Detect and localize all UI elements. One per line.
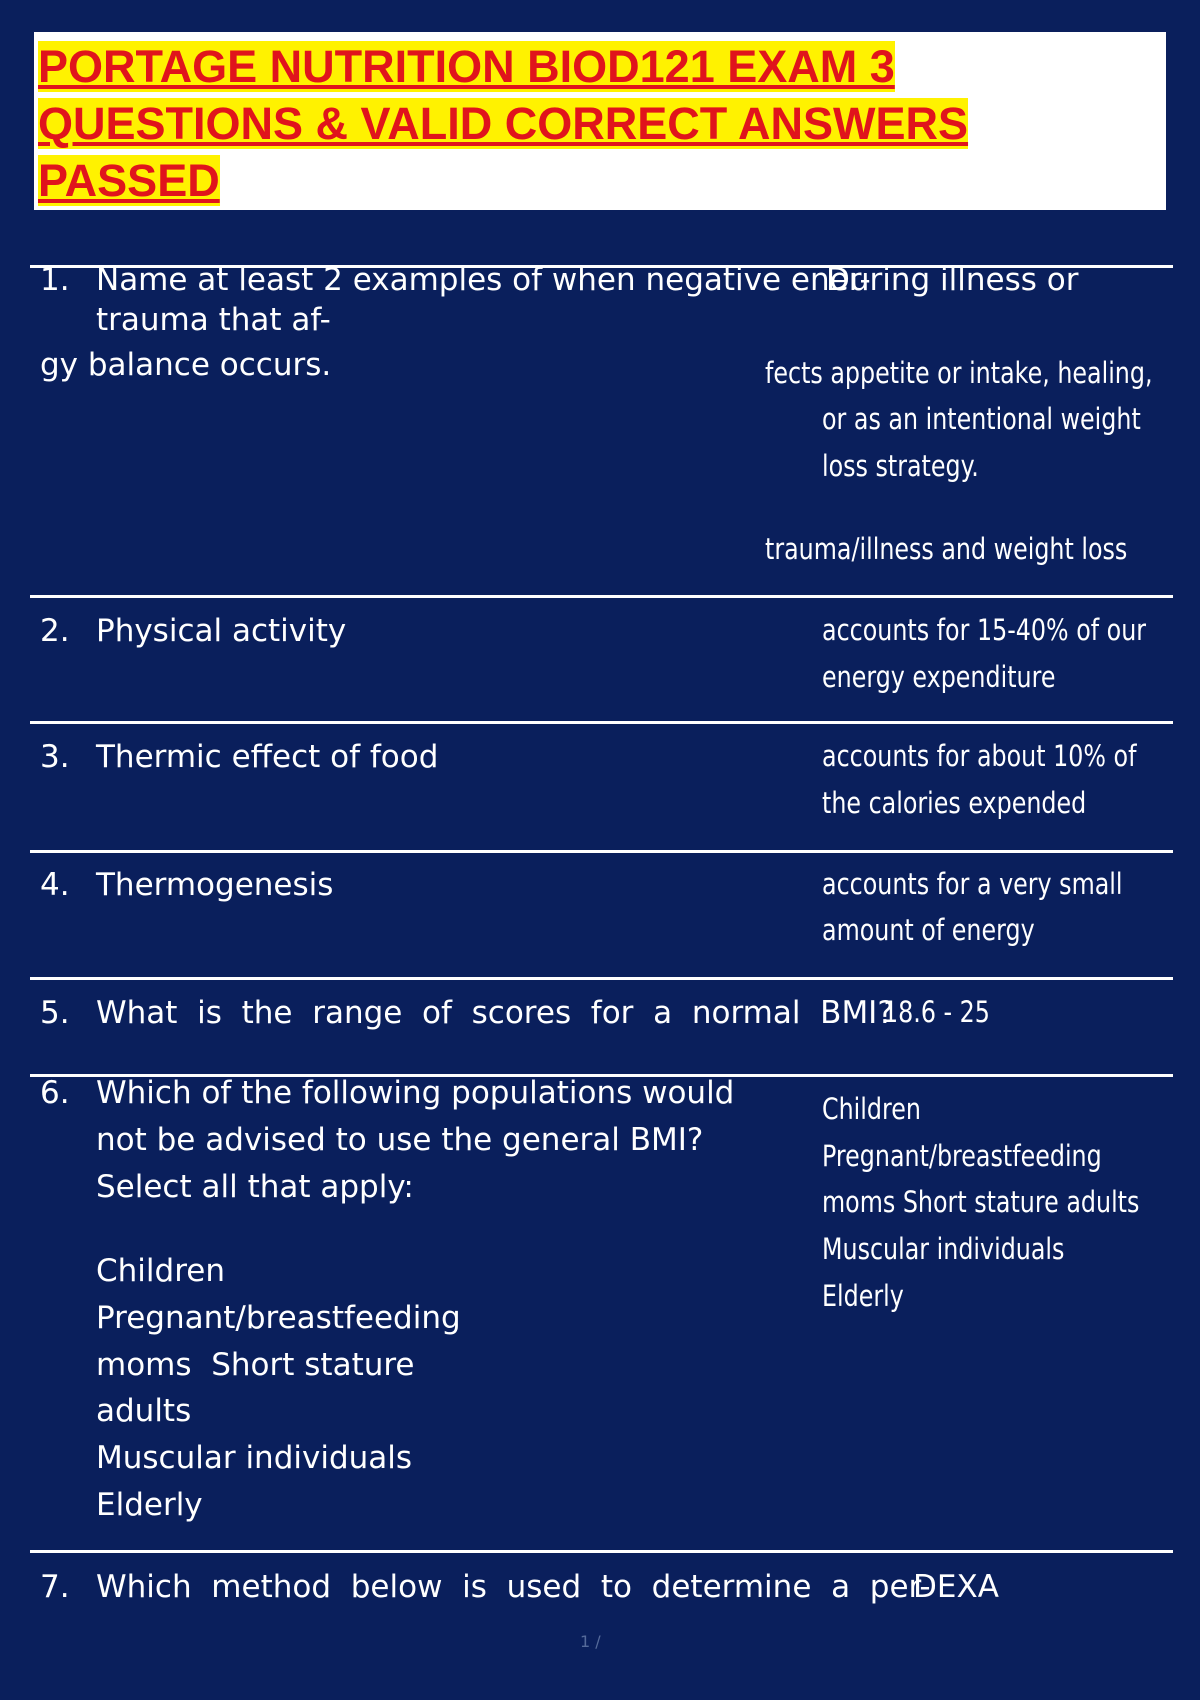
question-text: moms Short stature [96, 1347, 415, 1383]
item-number: 1. [40, 262, 70, 298]
question-text: Name at least 2 examples of when negative ener- [96, 262, 871, 298]
item-number: 6. [40, 1075, 70, 1111]
question-text: gy balance occurs. [40, 347, 332, 383]
answer-text: Pregnant/breastfeeding [822, 1139, 1102, 1173]
divider [30, 850, 1173, 853]
answer-text: accounts for about 10% of [822, 739, 1137, 773]
title-line: PASSED [38, 155, 220, 206]
answer-text: amount of energy [822, 913, 1035, 947]
divider [30, 977, 1173, 980]
question-text: Children [96, 1253, 225, 1289]
page-number: 1 / [580, 1632, 601, 1651]
answer-text: the calories expended [822, 786, 1087, 820]
question-text: Which method below is used to determine a per- [96, 1569, 931, 1605]
answer-text: loss strategy. [822, 449, 979, 483]
answer-text: trauma/illness and weight loss [765, 532, 1128, 566]
item-number: 3. [40, 739, 70, 775]
question-text: Physical activity [96, 613, 347, 649]
item-number: 2. [40, 613, 70, 649]
answer-text: During illness or [826, 262, 1079, 298]
title-line: QUESTIONS & VALID CORRECT ANSWERS [38, 98, 969, 149]
answer-text: DEXA [913, 1569, 999, 1605]
question-text: Thermogenesis [96, 867, 334, 903]
question-text: not be advised to use the general BMI? [96, 1122, 704, 1158]
question-text: Pregnant/breastfeeding [96, 1300, 461, 1336]
answer-text: accounts for a very small [822, 867, 1123, 901]
answer-text: moms Short stature adults [822, 1185, 1140, 1219]
question-text: trauma that af- [96, 302, 331, 338]
question-text: Select all that apply: [96, 1169, 414, 1205]
item-number: 5. [40, 995, 70, 1031]
question-text: What is the range of scores for a normal BMI? [96, 995, 894, 1031]
answer-text: accounts for 15-40% of our [822, 613, 1147, 647]
title-line: PORTAGE NUTRITION BIOD121 EXAM 3 [38, 41, 895, 92]
divider [30, 595, 1173, 598]
answer-text: energy expenditure [822, 660, 1056, 694]
item-number: 4. [40, 867, 70, 903]
question-text: adults [96, 1393, 192, 1429]
question-text: Muscular individuals [96, 1440, 413, 1476]
question-text: Elderly [96, 1487, 203, 1523]
item-number: 7. [40, 1569, 70, 1605]
answer-text: or as an intentional weight [822, 402, 1141, 436]
document-title [34, 32, 1166, 210]
answer-text: Elderly [822, 1279, 904, 1313]
divider [30, 721, 1173, 724]
question-text: Thermic effect of food [96, 739, 439, 775]
question-text: Which of the following populations would [96, 1075, 735, 1111]
answer-text: Children [822, 1092, 921, 1126]
answer-text: 18.6 - 25 [883, 995, 990, 1029]
divider [30, 1550, 1173, 1553]
answer-text: fects appetite or intake, healing, [765, 356, 1153, 390]
answer-text: Muscular individuals [822, 1232, 1065, 1266]
